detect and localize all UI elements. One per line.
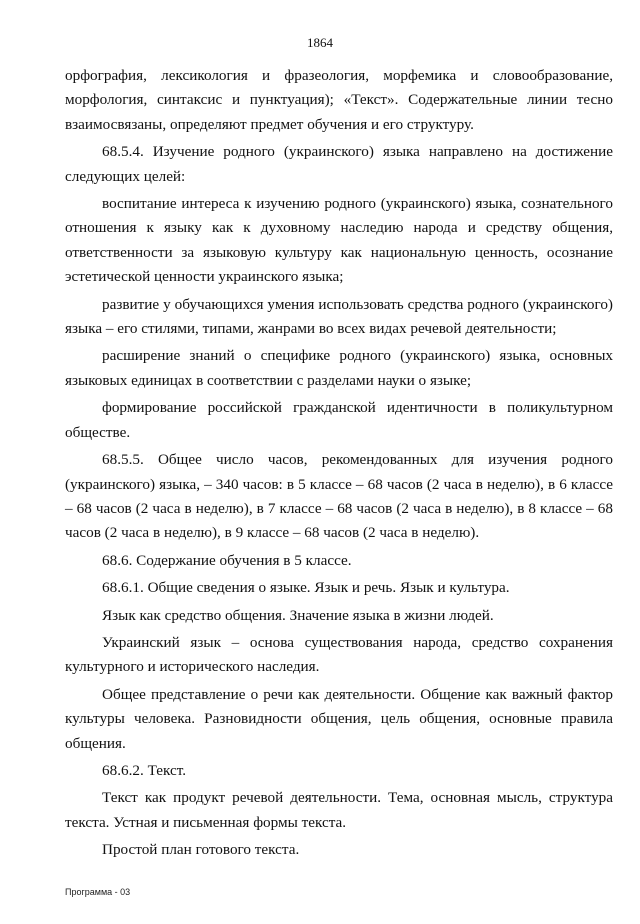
paragraph: 68.5.4. Изучение родного (украинского) языка направлено на достижение следующих целей: bbox=[65, 143, 613, 185]
paragraph: формирование российской гражданской идентичности в поликультурном обществе. bbox=[65, 399, 613, 441]
paragraph: воспитание интереса к изучению родного (украинского) языка, сознательного отношения к языку как к духовному наследию народа и средству общения, ответственности за языковую культуру как национальную ценность, осознание эстетической ценности украинского языка; bbox=[65, 195, 613, 286]
paragraph: расширение знаний о специфике родного (украинского) языка, основных языковых единицах в соответствии с разделами науки о языке; bbox=[65, 347, 613, 389]
paragraph: 68.6.2. Текст. bbox=[102, 761, 187, 779]
paragraph: Простой план готового текста. bbox=[102, 841, 300, 859]
page-number: 1864 bbox=[307, 35, 333, 50]
paragraph: 68.6.1. Общие сведения о языке. Язык и речь. Язык и культура. bbox=[102, 579, 510, 597]
paragraph: Язык как средство общения. Значение языка в жизни людей. bbox=[102, 606, 494, 624]
paragraph: развитие у обучающихся умения использовать средства родного (украинского) языка – его стилями, типами, жанрами во всех видах речевой деятельности; bbox=[65, 295, 613, 338]
paragraph: 68.5.5. Общее число часов, рекомендованных для изучения родного (украинского) языка, – 340 часов: в 5 классе – 68 часов (2 часа в неделю), в 6 классе – 68 часов (2 часа в неделю), в 7 классе – 68 часов (2 часа в неделю), в 8 классе – 68 часов (2 часа в неделю), в 9 классе – 68 часов (2 часа в неделю). bbox=[65, 451, 613, 542]
footer-label: Программа - 03 bbox=[65, 887, 131, 897]
paragraph: Украинский язык – основа существования народа, средство сохранения культурного и исторического наследия. bbox=[65, 633, 613, 676]
document-body bbox=[65, 64, 613, 866]
paragraph: Текст как продукт речевой деятельности. Тема, основная мысль, структура текста. Устная и письменная формы текста. bbox=[65, 789, 613, 831]
paragraph: орфография, лексикология и фразеология, морфемика и словообразование, морфология, синтаксис и пунктуация); «Текст». Содержательные линии тесно взаимосвязаны, определяют предмет обучения и его структуру. bbox=[65, 67, 613, 133]
paragraph: Общее представление о речи как деятельности. Общение как важный фактор культуры человека. Разновидности общения, цель общения, основные правила общения. bbox=[65, 685, 613, 752]
paragraph: 68.6. Содержание обучения в 5 классе. bbox=[102, 551, 352, 569]
